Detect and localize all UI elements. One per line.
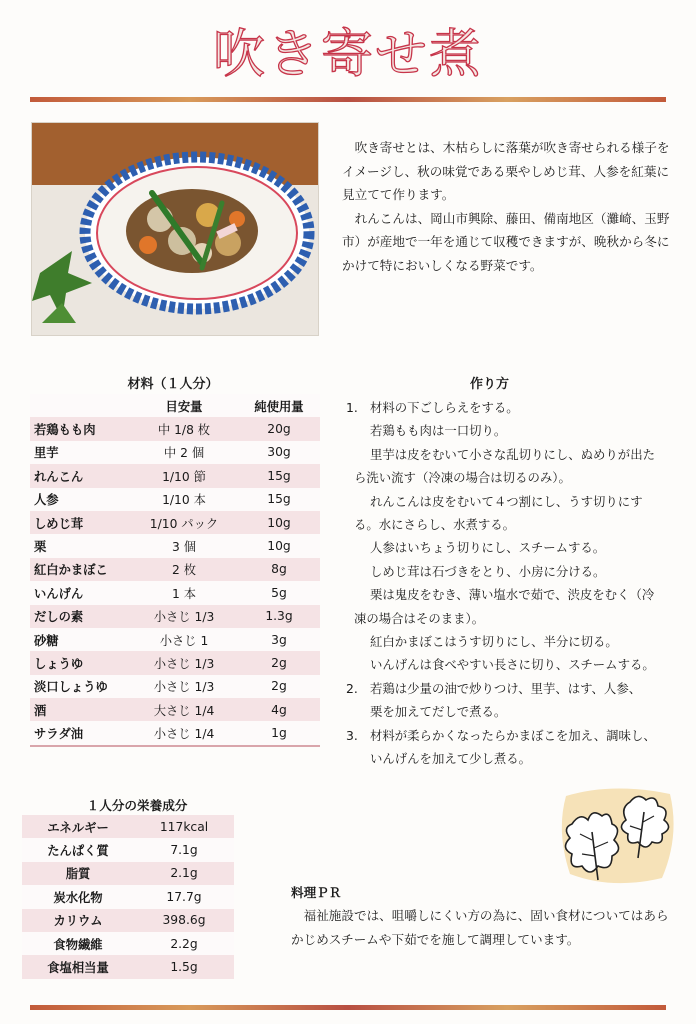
nutrient-name: 脂質 xyxy=(22,862,134,885)
ingredient-name: 人参 xyxy=(30,488,130,511)
table-row xyxy=(30,651,320,674)
table-row xyxy=(22,838,234,861)
step-number: 3. xyxy=(346,727,358,743)
table-row xyxy=(30,417,320,440)
ingredient-weight: 1.3g xyxy=(238,605,320,628)
ingredient-weight: 10g xyxy=(238,511,320,534)
dish-photo xyxy=(31,122,319,336)
method-line xyxy=(342,677,682,700)
nutrition-table xyxy=(22,815,234,979)
top-divider xyxy=(30,97,666,102)
nutrient-value: 117kcal xyxy=(134,815,234,838)
ingredient-weight: 30g xyxy=(238,441,320,464)
nutrient-value: 2.1g xyxy=(134,862,234,885)
step-number: 1. xyxy=(346,400,358,415)
nutrient-name: カリウム xyxy=(22,909,134,932)
step-text: 材料の下ごしらえをする。 xyxy=(370,400,519,415)
nutrient-name: 食塩相当量 xyxy=(22,955,134,978)
nutrient-name: 炭水化物 xyxy=(22,885,134,908)
ingredient-weight: 15g xyxy=(238,464,320,487)
ingredient-name: 砂糖 xyxy=(30,628,130,651)
nutrient-value: 17.7g xyxy=(134,885,234,908)
table-row xyxy=(30,488,320,511)
table-row xyxy=(22,955,234,978)
table-row xyxy=(30,605,320,628)
table-header: 純使用量 xyxy=(238,394,320,417)
table-row xyxy=(22,909,234,932)
nutrient-name: たんぱく質 xyxy=(22,838,134,861)
table-row xyxy=(30,628,320,651)
nutrient-value: 1.5g xyxy=(134,955,234,978)
method-line xyxy=(342,396,682,419)
method-line: 若鶏もも肉は一口切り。 xyxy=(370,423,507,439)
table-row xyxy=(30,441,320,464)
table-row xyxy=(30,581,320,604)
ingredient-measure: 1/10 パック xyxy=(130,511,238,534)
nutrition-title: １人分の栄養成分 xyxy=(86,798,188,813)
table-row xyxy=(30,558,320,581)
table-row xyxy=(30,721,320,745)
step-number: 2. xyxy=(346,680,358,696)
ingredients-title: 材料（１人分） xyxy=(127,377,219,392)
ingredient-weight: 8g xyxy=(238,558,320,581)
nutrient-value: 7.1g xyxy=(134,838,234,861)
ingredient-measure: 小さじ 1/4 xyxy=(130,721,238,745)
ingredient-weight: 2g xyxy=(238,675,320,698)
intro-text xyxy=(342,136,672,277)
method-line: 紅白かまぼこはうす切りにし、半分に切る。 xyxy=(370,634,618,650)
pr-paragraph: 福祉施設では、咀嚼しにくい方の為に、固い食材についてはあらかじめスチームや下茹でを施して調理しています。 xyxy=(291,908,669,947)
method-line: しめじ茸は石づきをとり、小房に分ける。 xyxy=(370,563,606,579)
ingredient-weight: 4g xyxy=(238,698,320,721)
method-line: ら洗い流す（冷凍の場合は切るのみ）。 xyxy=(354,470,571,486)
ingredient-measure: 中 2 個 xyxy=(130,441,238,464)
intro-paragraph: れんこんは、岡山市興除、藤田、備南地区（灘崎、玉野市）が産地で一年を通じて収穫できますが、晩秋から冬にかけて特においしくなる野菜です。 xyxy=(342,210,670,273)
ingredient-measure: 3 個 xyxy=(130,534,238,557)
ingredient-weight: 1g xyxy=(238,721,320,745)
step-text: 若鶏は少量の油で炒りつけ、里芋、はす、人参、 xyxy=(370,680,642,696)
table-row xyxy=(22,862,234,885)
ingredient-measure: 小さじ 1/3 xyxy=(130,605,238,628)
table-row xyxy=(30,511,320,534)
table-header: 目安量 xyxy=(130,394,238,417)
method-line: いんげんを加えて少し煮る。 xyxy=(370,751,532,767)
nutrient-name: 食物繊維 xyxy=(22,932,134,955)
method-line: いんげんは食べやすい長さに切り、スチームする。 xyxy=(370,657,655,673)
ingredient-measure: 大さじ 1/4 xyxy=(130,698,238,721)
ingredient-name: 淡口しょうゆ xyxy=(30,675,130,698)
ingredient-measure: 小さじ 1/3 xyxy=(130,675,238,698)
pr-text xyxy=(291,904,671,951)
ingredient-measure: 1/10 本 xyxy=(130,488,238,511)
ingredient-measure: 中 1/8 枚 xyxy=(130,417,238,440)
nutrient-value: 398.6g xyxy=(134,909,234,932)
table-row xyxy=(30,675,320,698)
ingredient-weight: 2g xyxy=(238,651,320,674)
ingredient-name: 栗 xyxy=(30,534,130,557)
bottom-divider xyxy=(30,1005,666,1010)
ingredient-name: れんこん xyxy=(30,464,130,487)
table-row xyxy=(30,534,320,557)
pr-title: 料理ＰＲ xyxy=(291,885,342,900)
table-row xyxy=(22,932,234,955)
table-row xyxy=(30,464,320,487)
ingredient-name: しめじ茸 xyxy=(30,511,130,534)
ingredient-name: 酒 xyxy=(30,698,130,721)
nutrient-name: エネルギー xyxy=(22,815,134,838)
table-row xyxy=(30,698,320,721)
ingredient-measure: 1/10 節 xyxy=(130,464,238,487)
ingredient-measure: 小さじ 1/3 xyxy=(130,651,238,674)
method-title: 作り方 xyxy=(470,377,510,392)
table-header-row xyxy=(30,394,320,417)
ingredient-name: いんげん xyxy=(30,581,130,604)
step-text: 材料が柔らかくなったらかまぼこを加え、調味し、 xyxy=(370,727,656,743)
ingredient-weight: 20g xyxy=(238,417,320,440)
table-row xyxy=(22,885,234,908)
ingredient-measure: 小さじ 1 xyxy=(130,628,238,651)
ingredient-measure: 1 本 xyxy=(130,581,238,604)
method-line: 栗は鬼皮をむき、薄い塩水で茹で、渋皮をむく（冷 xyxy=(370,587,655,603)
ingredient-name: 紅白かまぼこ xyxy=(30,558,130,581)
ingredients-table xyxy=(30,394,320,747)
method-line: 里芋は皮をむいて小さな乱切りにし、ぬめりが出た xyxy=(370,446,655,462)
nutrient-value: 2.2g xyxy=(134,932,234,955)
method-line: 人参はいちょう切りにし、スチームする。 xyxy=(370,540,606,556)
method-line: れんこんは皮をむいて４つ割にし、うす切りにす xyxy=(370,493,643,509)
ingredient-name: 若鶏もも肉 xyxy=(30,417,130,440)
ingredient-weight: 3g xyxy=(238,628,320,651)
table-header xyxy=(30,394,130,417)
intro-paragraph: 吹き寄せとは、木枯らしに落葉が吹き寄せられる様子をイメージし、秋の味覚である栗やしめじ茸、人参を紅葉に見立てて作ります。 xyxy=(342,140,670,202)
ingredient-name: 里芋 xyxy=(30,441,130,464)
method-line: る。水にさらし、水煮する。 xyxy=(354,517,516,533)
ingredient-name: だしの素 xyxy=(30,605,130,628)
method-steps xyxy=(342,396,682,771)
page-title: 吹き寄せ煮 xyxy=(212,25,483,85)
table-row xyxy=(22,815,234,838)
ingredient-name: サラダ油 xyxy=(30,721,130,745)
method-line: 栗を加えてだしで煮る。 xyxy=(370,704,507,720)
ingredient-weight: 10g xyxy=(238,534,320,557)
method-line xyxy=(342,724,682,747)
autumn-leaves-icon xyxy=(552,782,682,890)
method-line: 凍の場合はそのまま）。 xyxy=(354,610,485,626)
ingredient-weight: 5g xyxy=(238,581,320,604)
ingredient-name: しょうゆ xyxy=(30,651,130,674)
ingredient-measure: 2 枚 xyxy=(130,558,238,581)
ingredient-weight: 15g xyxy=(238,488,320,511)
